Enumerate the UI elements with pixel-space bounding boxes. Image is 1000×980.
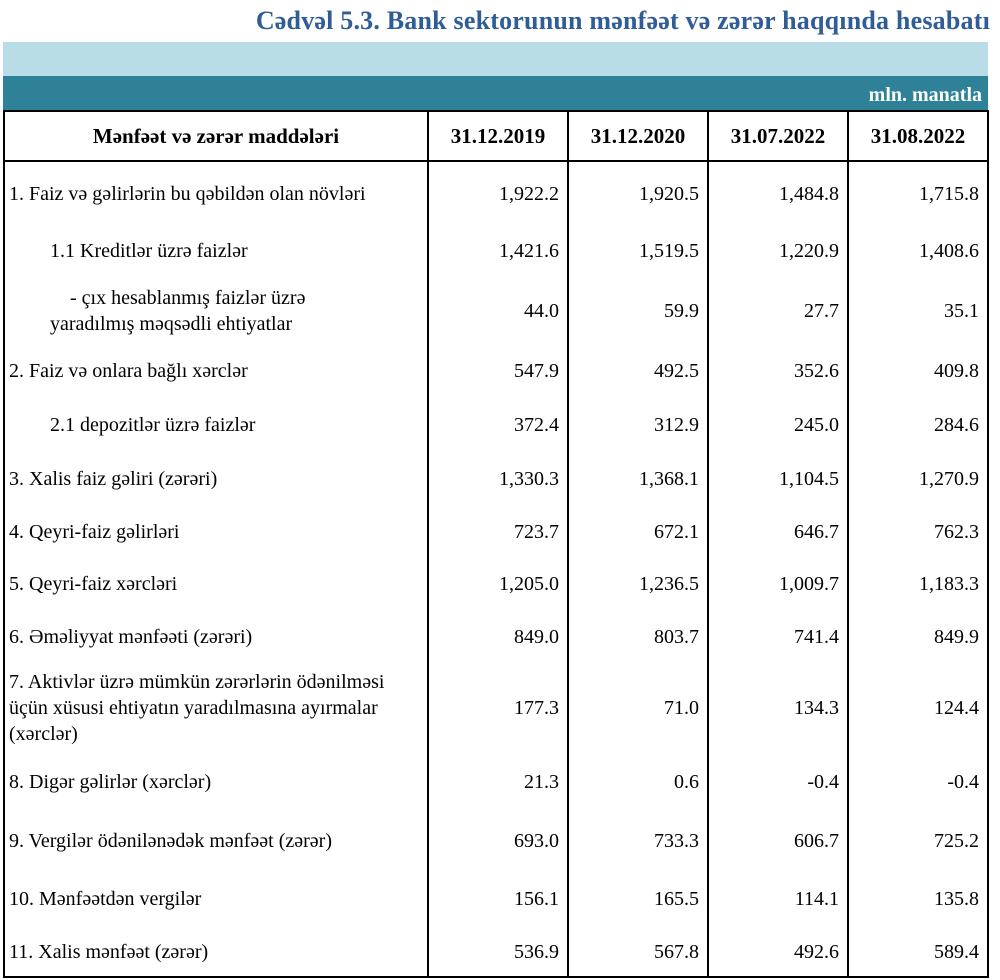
cell-value: 492.5 [568,345,708,397]
unit-label: mln. manatla [868,84,982,106]
cell-value: 1,183.3 [848,558,988,610]
row-label: 11. Xalis mənfəət (zərər) [4,927,428,977]
column-header-items: Mənfəət və zərər maddələri [4,111,428,161]
row-label-line: (xərclər) [9,723,78,745]
row-label [4,663,428,753]
cell-value: 1,236.5 [568,558,708,610]
table-row [4,610,988,663]
column-header-jul-2022: 31.07.2022 [708,111,848,161]
row-label: 5. Qeyri-faiz xərcləri [4,558,428,610]
cell-value: 1,205.0 [428,558,568,610]
table-row [4,753,988,811]
cell-value: 762.3 [848,505,988,558]
cell-value: 372.4 [428,397,568,452]
cell-value: 849.0 [428,610,568,663]
cell-value: 44.0 [428,277,568,345]
table-title: Cədvəl 5.3. Bank sektorunun mənfəət və zərər haqqında hesabatı [255,6,990,35]
row-label-line: 7. Aktivlər üzrə mümkün zərərlərin ödənilməsi [9,671,385,693]
cell-value: 1,270.9 [848,452,988,505]
cell-value: 1,920.5 [568,161,708,225]
cell-value: 21.3 [428,753,568,811]
cell-value: 124.4 [848,663,988,753]
row-label-line: - çıx hesablanmış faizlər üzrə [70,287,306,309]
cell-value: 693.0 [428,811,568,871]
table-row [4,345,988,397]
cell-value: 725.2 [848,811,988,871]
table-row [4,558,988,610]
cell-value: 1,922.2 [428,161,568,225]
profit-loss-table [3,110,989,978]
cell-value: 1,519.5 [568,225,708,277]
column-header-2020: 31.12.2020 [568,111,708,161]
cell-value: 547.9 [428,345,568,397]
row-label: 10. Mənfəətdən vergilər [4,871,428,927]
cell-value: -0.4 [708,753,848,811]
cell-value: 1,330.3 [428,452,568,505]
row-label-line: üçün xüsusi ehtiyatın yaradılmasına ayırmalar [9,697,378,719]
cell-value: 245.0 [708,397,848,452]
cell-value: 59.9 [568,277,708,345]
row-label-line: yaradılmış məqsədli ehtiyatlar [50,313,293,335]
cell-value: 71.0 [568,663,708,753]
header-band-light [3,42,988,76]
cell-value: -0.4 [848,753,988,811]
row-label: 6. Əməliyyat mənfəəti (zərəri) [4,610,428,663]
cell-value: 114.1 [708,871,848,927]
cell-value: 35.1 [848,277,988,345]
cell-value: 352.6 [708,345,848,397]
cell-value: 1,009.7 [708,558,848,610]
cell-value: 741.4 [708,610,848,663]
header-row [4,111,988,161]
table-row [4,277,988,345]
cell-value: 134.3 [708,663,848,753]
cell-value: 0.6 [568,753,708,811]
row-label [4,277,428,345]
cell-value: 1,104.5 [708,452,848,505]
cell-value: 1,220.9 [708,225,848,277]
cell-value: 803.7 [568,610,708,663]
table-row [4,225,988,277]
cell-value: 1,715.8 [848,161,988,225]
row-label: 8. Digər gəlirlər (xərclər) [4,753,428,811]
table-row [4,927,988,977]
cell-value: 849.9 [848,610,988,663]
cell-value: 567.8 [568,927,708,977]
cell-value: 606.7 [708,811,848,871]
table-row [4,452,988,505]
table-row [4,161,988,225]
row-label: 3. Xalis faiz gəliri (zərəri) [4,452,428,505]
cell-value: 135.8 [848,871,988,927]
cell-value: 177.3 [428,663,568,753]
unit-band [3,76,988,110]
row-label: 1. Faiz və gəlirlərin bu qəbildən olan növləri [4,161,428,225]
table-row [4,505,988,558]
cell-value: 1,484.8 [708,161,848,225]
cell-value: 312.9 [568,397,708,452]
column-header-aug-2022: 31.08.2022 [848,111,988,161]
cell-value: 27.7 [708,277,848,345]
cell-value: 156.1 [428,871,568,927]
row-label: 1.1 Kreditlər üzrə faizlər [4,225,428,277]
cell-value: 165.5 [568,871,708,927]
cell-value: 646.7 [708,505,848,558]
cell-value: 1,421.6 [428,225,568,277]
cell-value: 1,368.1 [568,452,708,505]
table-row [4,871,988,927]
table-row [4,397,988,452]
cell-value: 492.6 [708,927,848,977]
cell-value: 723.7 [428,505,568,558]
cell-value: 409.8 [848,345,988,397]
cell-value: 733.3 [568,811,708,871]
table-row [4,811,988,871]
row-label: 4. Qeyri-faiz gəlirləri [4,505,428,558]
cell-value: 536.9 [428,927,568,977]
column-header-2019: 31.12.2019 [428,111,568,161]
cell-value: 589.4 [848,927,988,977]
row-label: 2. Faiz və onlara bağlı xərclər [4,345,428,397]
cell-value: 672.1 [568,505,708,558]
row-label: 9. Vergilər ödənilənədək mənfəət (zərər) [4,811,428,871]
table-row [4,663,988,753]
cell-value: 1,408.6 [848,225,988,277]
row-label: 2.1 depozitlər üzrə faizlər [4,397,428,452]
cell-value: 284.6 [848,397,988,452]
